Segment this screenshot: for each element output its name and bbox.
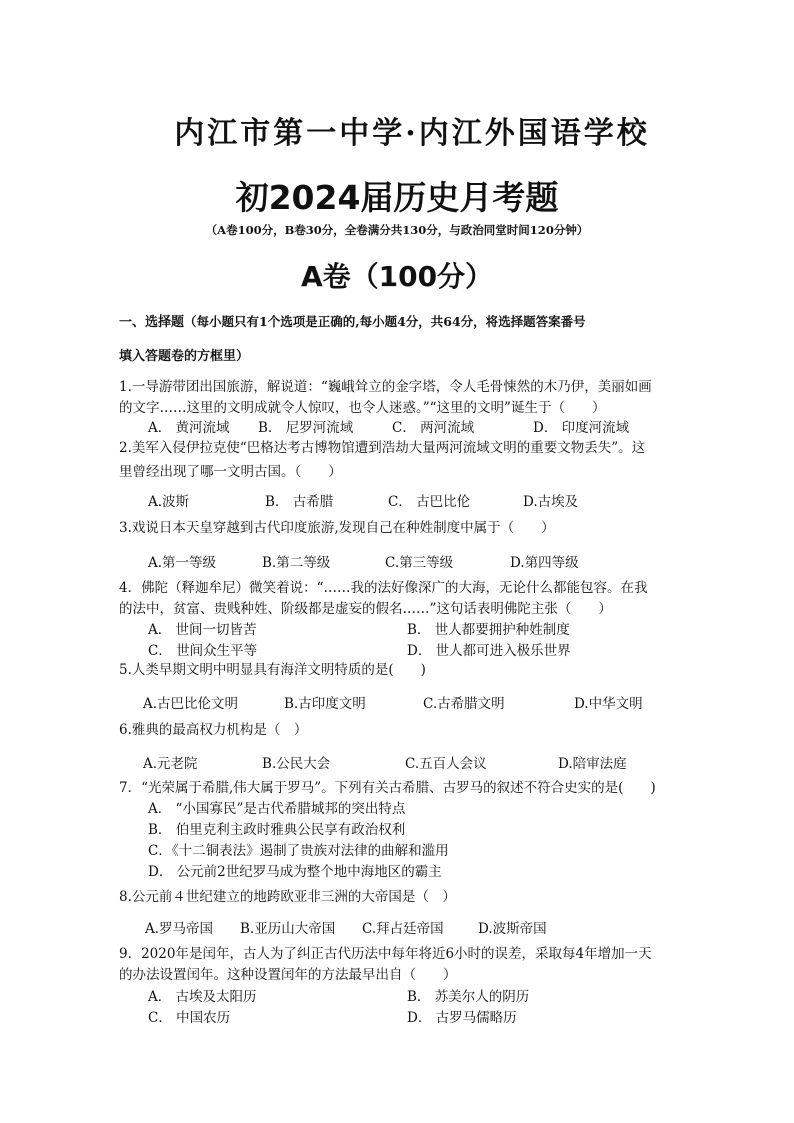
question-6-option-a: A.元老院 (143, 756, 198, 772)
question-7-line-1: 7．“光荣属于希腊,伟大属于罗马”。下列有关古希腊、古罗马的叙述不符合史实的是( ) (119, 780, 656, 796)
paper-heading: A卷（100分） (300, 260, 494, 293)
question-4-option-b: B． 世人都要拥护种姓制度 (407, 622, 570, 638)
question-5-option-c: C.古希腊文明 (423, 696, 505, 712)
question-1-option-c: C． 两河流域 (392, 420, 475, 436)
question-6-option-b: B.公民大会 (262, 756, 331, 772)
question-5-option-d: D.中华文明 (574, 696, 643, 712)
exam-subtitle: （A卷100分，B卷30分，全卷满分共130分，与政治同堂时间120分钟） (205, 223, 589, 237)
question-9-option-c: C． 中国农历 (148, 1010, 231, 1026)
question-5-option-b: B.古印度文明 (284, 696, 366, 712)
question-9-line-1: 9．2020年是闰年，古人为了纠正古代历法中每年将近6小时的误差，采取每4年增加一天 (119, 946, 652, 962)
question-3-option-b: B.第二等级 (262, 555, 331, 571)
question-2-line-1: 2.美军入侵伊拉克使“巴格达考古博物馆遭到浩劫大量两河流域文明的重要文物丢失”。这 (119, 440, 646, 456)
question-1-line-2: 的文字……这里的文明成就令人惊叹，也令人迷惑。”“这里的文明”诞生于（ ） (119, 400, 606, 416)
question-2-option-b: B． 古希腊 (265, 494, 334, 510)
section-heading (119, 311, 689, 330)
section-title: 一、选择题 (119, 315, 185, 330)
section-instruction-cont: 填入答题卷的方框里） (119, 349, 250, 364)
question-7-option-c: C．《十二铜表法》遏制了贵族对法律的曲解和滥用 (148, 843, 449, 859)
question-8-line-1: 8.公元前４世纪建立的地跨欧亚非三洲的大帝国是（ ） (119, 889, 456, 905)
question-3-option-d: D.第四等级 (510, 555, 579, 571)
question-8-option-d: D.波斯帝国 (478, 921, 547, 937)
question-4-line-2: 的法中，贫富、贵贱种姓、阶级都是虚妄的假名……”这句话表明佛陀主张（ ） (119, 601, 612, 617)
question-9-line-2: 的办法设置闰年。这种设置闰年的方法最早出自（ ） (119, 967, 457, 983)
question-1-option-a: A． 黄河流域 (148, 420, 230, 436)
question-4-line-1: 4．佛陀（释迦牟尼）微笑着说：“……我的法好像深广的大海，无论什么都能包容。在我 (119, 580, 648, 596)
question-9-option-d: D． 古罗马儒略历 (407, 1010, 517, 1026)
question-7-option-a: A． “小国寡民”是古代希腊城邦的突出特点 (148, 801, 406, 817)
question-1-line-1: 1.一导游带团出国旅游，解说道：“巍峨耸立的金字塔，令人毛骨悚然的木乃伊，美丽如画 (119, 379, 652, 395)
question-5-line-1: 5.人类早期文明中明显具有海洋文明特质的是( ) (119, 662, 426, 678)
question-4-option-d: D． 世人都可进入极乐世界 (407, 643, 571, 659)
question-2-option-a: A.波斯 (148, 494, 190, 510)
question-7-option-d: D． 公元前2世纪罗马成为整个地中海地区的霸主 (148, 864, 442, 880)
question-4-option-c: C． 世间众生平等 (148, 643, 258, 659)
question-9-option-a: A． 古埃及太阳历 (148, 989, 257, 1005)
exam-title: 初2024届历史月考题 (235, 178, 559, 217)
question-6-option-c: C.五百人会议 (405, 756, 487, 772)
question-6-option-d: D.陪审法庭 (558, 756, 627, 772)
question-1-option-b: B． 尼罗河流域 (258, 420, 354, 436)
question-1-option-d: D． 印度河流域 (533, 420, 630, 436)
question-8-option-b: B.亚历山大帝国 (240, 921, 336, 937)
question-9-option-b: B． 苏美尔人的阴历 (407, 989, 530, 1005)
question-5-option-a: A.古巴比伦文明 (143, 696, 239, 712)
question-7-option-b: B． 伯里克利主政时雅典公民享有政治权利 (148, 822, 406, 838)
question-8-option-c: C.拜占廷帝国 (362, 921, 444, 937)
section-instruction: （每小题只有1个选项是正确的,每小题4分，共64分，将选择题答案番号 (184, 314, 586, 329)
question-2-line-2: 里曾经出现了哪一文明古国。（ ） (119, 464, 342, 480)
question-3-option-c: C.第三等级 (385, 555, 454, 571)
question-4-option-a: A． 世间一切皆苦 (148, 622, 257, 638)
question-3-line-1: 3.戏说日本天皇穿越到古代印度旅游,发现自己在种姓制度中属于（ ） (119, 520, 555, 536)
question-3-option-a: A.第一等级 (148, 555, 217, 571)
question-8-option-a: A.罗马帝国 (145, 921, 214, 937)
school-name: 内江市第一中学·内江外国语学校 (174, 116, 650, 151)
question-2-option-c: C． 古巴比伦 (388, 494, 471, 510)
question-6-line-1: 6.雅典的最高权力机构是（ ） (119, 722, 308, 738)
question-2-option-d: D.古埃及 (523, 494, 579, 510)
